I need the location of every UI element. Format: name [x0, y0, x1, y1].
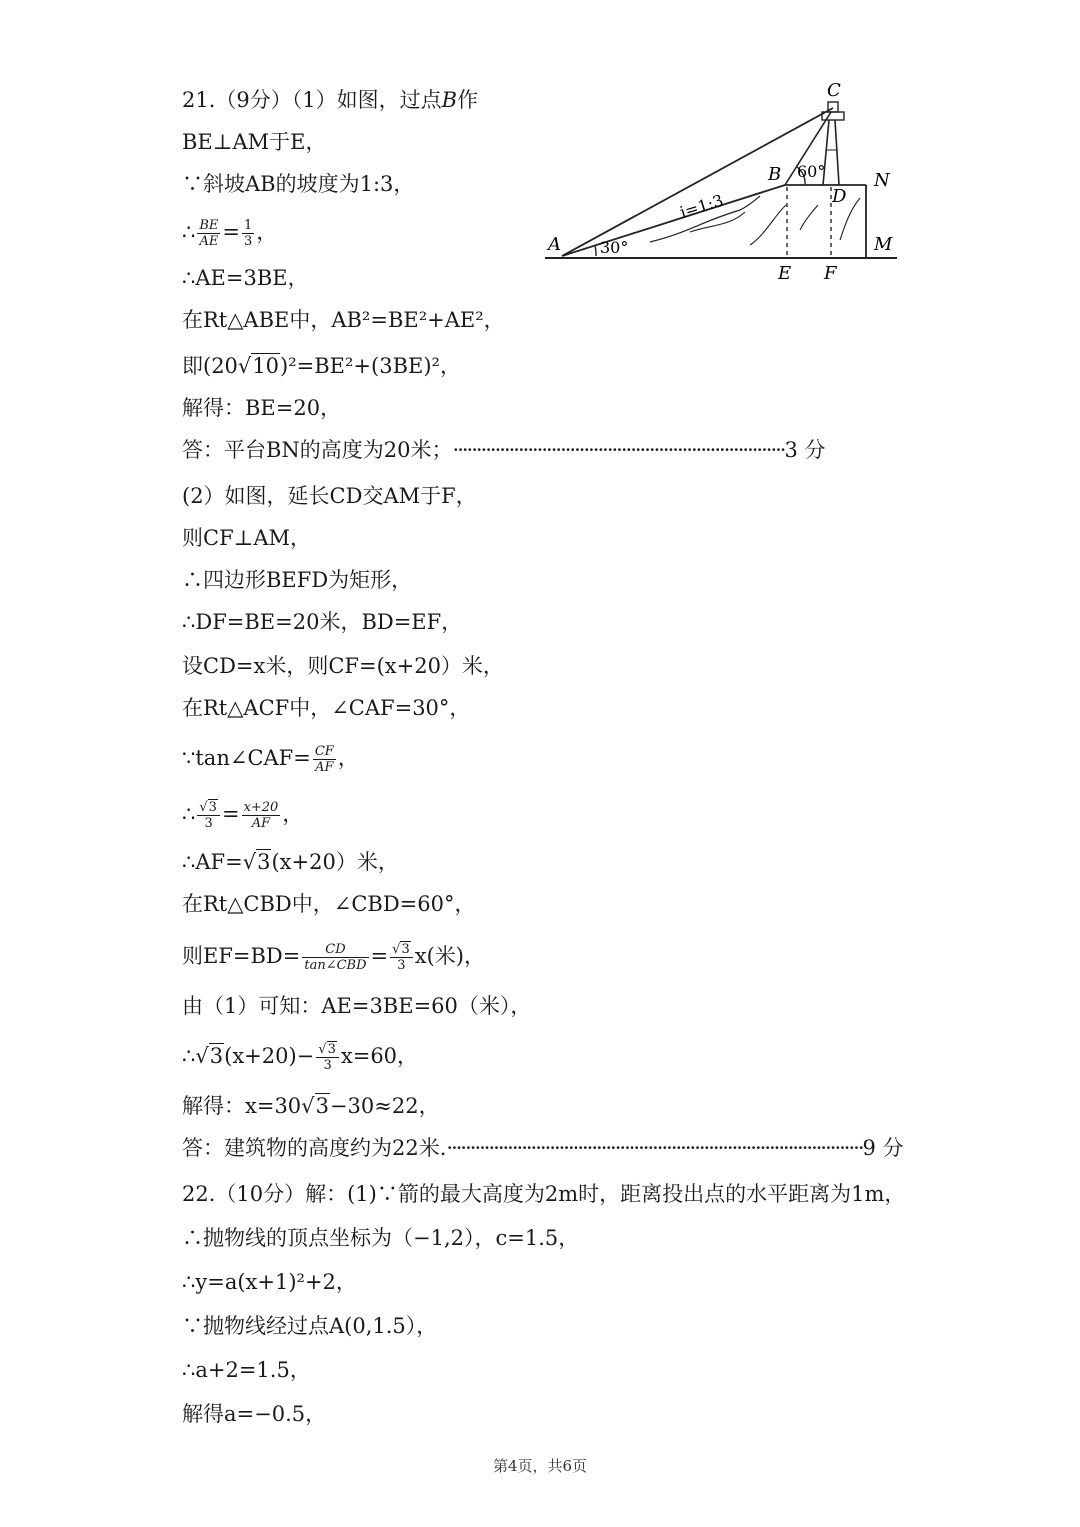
angle-arc-A	[595, 246, 596, 256]
q21-line-10: (2）如图，延长CD交AM于F，	[182, 484, 477, 508]
q21-line-19: 在Rt△CBD中，∠CBD=60°，	[182, 892, 476, 916]
terrain-stroke	[800, 205, 818, 230]
label-A: A	[548, 234, 561, 255]
page-footer: 第4页，共6页	[492, 1457, 588, 1475]
terrain-stroke	[750, 205, 786, 245]
q21-line-9: 答：平台BN的高度为20米；·······································································3 分	[182, 432, 826, 468]
q21-line-22: ∴√3(x+20)− $\frac{√3}{3}$ x=60，	[182, 1042, 419, 1073]
q21-line-7: 即(20√10)²=BE²+(3BE)²，	[182, 354, 461, 378]
q21-line-5: ∴AE=3BE，	[182, 266, 309, 290]
q21-line-1: 21.（9分）（1）如图，过点B作	[182, 88, 479, 112]
q21-line-3: ∵斜坡AB的坡度为1:3，	[182, 172, 415, 196]
label-angle-60: 60°	[797, 162, 826, 181]
q21-line-8: 解得：BE=20，	[182, 396, 342, 420]
q21-line-17: ∴ $\frac{√3}{3}$ = $\frac{x+20}{AF}$ ，	[182, 800, 304, 831]
fraction: $\frac{√3}{3}$	[390, 942, 413, 973]
fraction: $\frac{√3}{3}$	[197, 800, 220, 831]
q21-line-21: 由（1）可知：AE=3BE=60（米），	[182, 994, 532, 1018]
q21-line-23: 解得：x=30√3−30≈22，	[182, 1094, 440, 1118]
q21-line-13: ∴DF=BE=20米，BD=EF，	[182, 610, 463, 634]
q21-line-15: 在Rt△ACF中，∠CAF=30°，	[182, 696, 471, 720]
label-E: E	[778, 263, 792, 284]
q22-line-1: 22.（10分）解：(1)∵箭的最大高度为2m时，距离投出点的水平距离为1m，	[182, 1182, 906, 1206]
label-F: F	[824, 263, 837, 284]
q21-line-6: 在Rt△ABE中，AB²=BE²+AE²，	[182, 308, 505, 332]
leader-dots: ·······································································	[452, 438, 785, 462]
label-slope: i=1:3	[677, 190, 726, 222]
q22-line-2: ∴抛物线的顶点坐标为（−1,2），c=1.5，	[182, 1226, 580, 1250]
q21-line-14: 设CD=x米，则CF=(x+20）米，	[182, 654, 504, 678]
fraction: $\frac{x+20}{AF}$	[243, 800, 279, 831]
label-C: C	[827, 80, 841, 101]
label-M: M	[874, 234, 893, 255]
q21-line-24: 答：建筑物的高度约为22米.·························································································9 分	[182, 1130, 904, 1166]
q21-line-4: ∴ $\frac{BE}{AE}$ = $\frac{1}{3}$ ，	[182, 218, 278, 249]
line-AC	[562, 108, 833, 256]
q22-line-3: ∴y=a(x+1)²+2，	[182, 1270, 357, 1294]
q21-line-11: 则CF⊥AM，	[182, 526, 312, 550]
fraction: $\frac{CF}{AF}$	[314, 744, 334, 775]
q21-line-12: ∴四边形BEFD为矩形，	[182, 568, 413, 592]
fraction: $\frac{√3}{3}$	[316, 1042, 339, 1073]
fraction: $\frac{1}{3}$	[244, 218, 253, 249]
fraction: $\frac{BE}{AE}$	[199, 218, 219, 249]
q21-line-20: 则EF=BD= $\frac{CD}{\text{tan∠CBD}}$ = $\frac{√3}{3}$ x(米)，	[182, 942, 485, 973]
label-B: B	[768, 164, 782, 185]
geometry-diagram	[0, 0, 1080, 300]
leader-dots: ·························································································	[446, 1136, 863, 1160]
label-angle-30: 30°	[600, 238, 629, 257]
label-D: D	[832, 186, 847, 207]
q22-line-4: ∵抛物线经过点A(0,1.5），	[182, 1314, 438, 1338]
fraction: $\frac{CD}{\text{tan∠CBD}}$	[304, 942, 367, 973]
q21-line-2: BE⊥AM于E，	[182, 130, 327, 154]
q22-line-5: ∴a+2=1.5，	[182, 1358, 311, 1382]
tower-right-leg	[835, 120, 839, 185]
label-N: N	[874, 170, 890, 191]
q21-line-18: ∴AF=√3(x+20）米，	[182, 850, 399, 874]
q22-line-6: 解得a=−0.5，	[182, 1402, 327, 1426]
q21-line-16: ∵tan∠CAF= $\frac{CF}{AF}$ ，	[182, 744, 359, 775]
